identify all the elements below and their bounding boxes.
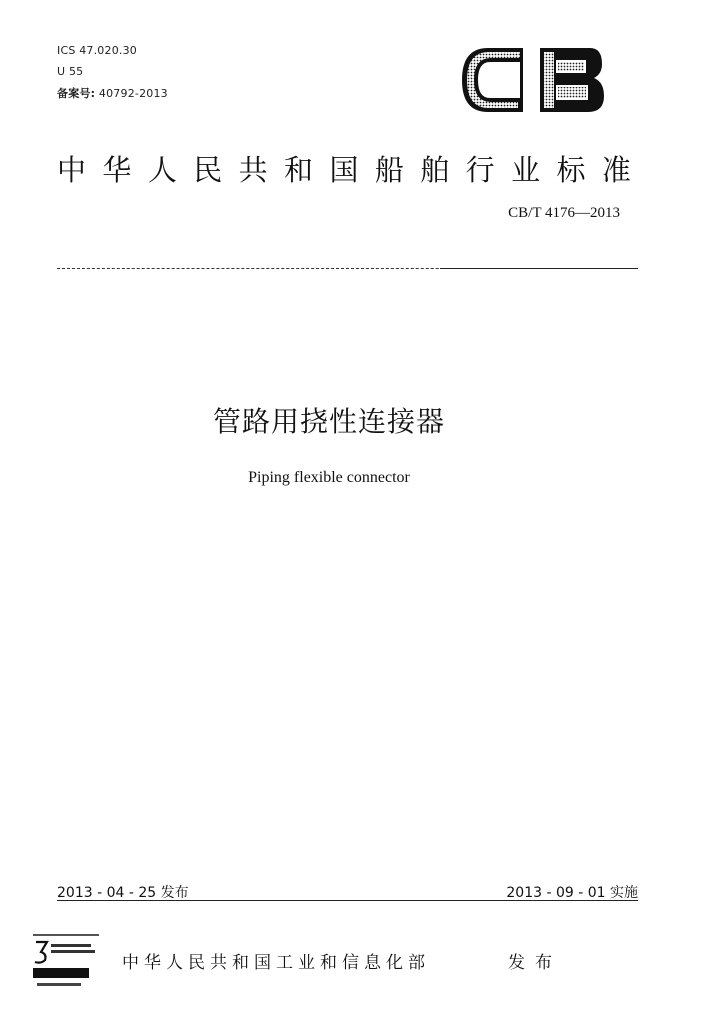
publisher: 中华人民共和国工业和信息化部 xyxy=(122,953,430,973)
standard-number: CB/T 4176—2013 xyxy=(508,205,620,221)
ics-code: ICS 47.020.30 xyxy=(57,44,137,57)
organization-title-char: 行 xyxy=(465,153,495,187)
organization-title-char: 标 xyxy=(556,153,586,187)
implementation-date: 2013 - 09 - 01 实施 xyxy=(506,885,638,901)
organization-title-char: 舶 xyxy=(420,153,450,187)
document-title-chinese: 管路用挠性连接器 xyxy=(212,405,445,438)
publish-label: 发布 xyxy=(508,953,562,973)
organization-title-char: 和 xyxy=(284,153,314,187)
header-divider-solid xyxy=(440,268,638,269)
anti-counterfeit-stamp xyxy=(33,930,103,990)
organization-title-char: 共 xyxy=(238,153,268,187)
organization-title xyxy=(57,148,631,189)
ccs-code: U 55 xyxy=(57,65,84,78)
organization-title-char: 船 xyxy=(374,153,404,187)
organization-title-char: 中 xyxy=(57,153,87,187)
record-number xyxy=(57,85,168,101)
organization-title-char: 华 xyxy=(102,153,132,187)
organization-title-char: 准 xyxy=(601,153,631,187)
document-title-english: Piping flexible connector xyxy=(248,469,410,486)
organization-title-char: 业 xyxy=(511,153,541,187)
organization-title-char: 民 xyxy=(193,153,223,187)
issue-date: 2013 - 04 - 25 发布 xyxy=(57,885,189,901)
footer-divider xyxy=(57,900,638,901)
organization-title-char: 人 xyxy=(147,153,177,187)
record-number-value: 40792-2013 xyxy=(98,87,168,100)
organization-title-char: 国 xyxy=(329,153,359,187)
record-number-label: 备案号: xyxy=(57,87,96,100)
cb-standard-logo xyxy=(458,44,606,116)
